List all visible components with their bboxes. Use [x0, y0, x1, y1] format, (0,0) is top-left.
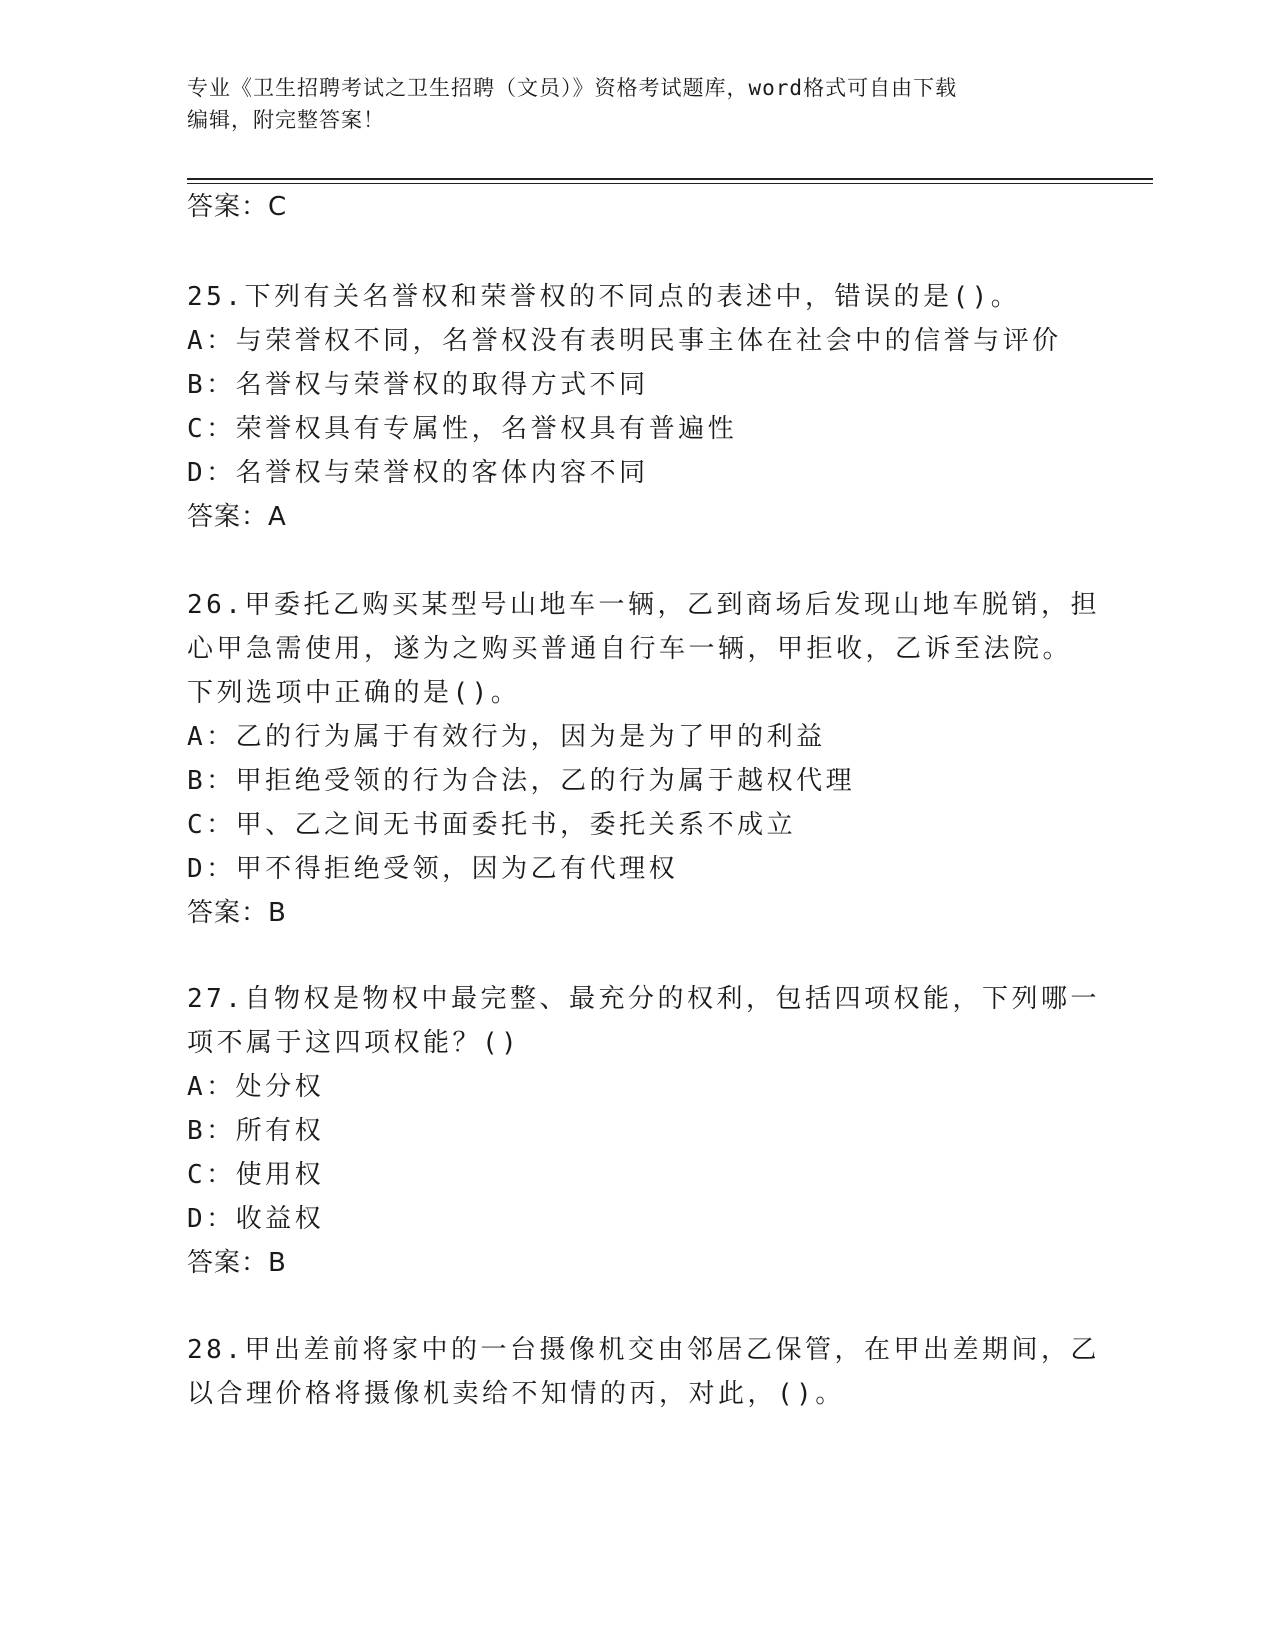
- question-26-option-a: A：乙的行为属于有效行为，因为是为了甲的利益: [187, 722, 826, 752]
- question-27-answer: 答案：B: [187, 1248, 287, 1278]
- question-28-stem-line-1: 28.甲出差前将家中的一台摄像机交由邻居乙保管，在甲出差期间，乙: [187, 1335, 1100, 1365]
- header-divider-thick: [187, 178, 1153, 180]
- question-27-option-d: D：收益权: [187, 1204, 325, 1234]
- header-line-2: 编辑，附完整答案！: [187, 108, 385, 132]
- question-25-option-b: B：名誉权与荣誉权的取得方式不同: [187, 370, 649, 400]
- question-27-option-c: C：使用权: [187, 1160, 325, 1190]
- question-26-option-c: C：甲、乙之间无书面委托书，委托关系不成立: [187, 810, 797, 840]
- question-26-stem-line-2: 心甲急需使用，遂为之购买普通自行车一辆，甲拒收，乙诉至法院。: [187, 634, 1073, 664]
- question-25-stem: 25.下列有关名誉权和荣誉权的不同点的表述中，错误的是()。: [187, 282, 1021, 312]
- question-27-option-a: A：处分权: [187, 1072, 325, 1102]
- header-line-1: 专业《卫生招聘考试之卫生招聘（文员）》资格考试题库，word格式可自由下载: [187, 76, 958, 100]
- question-26-option-d: D：甲不得拒绝受领，因为乙有代理权: [187, 854, 679, 884]
- question-25-option-a: A：与荣誉权不同，名誉权没有表明民事主体在社会中的信誉与评价: [187, 326, 1062, 356]
- question-25-option-c: C：荣誉权具有专属性，名誉权具有普遍性: [187, 414, 738, 444]
- question-26-option-b: B：甲拒绝受领的行为合法，乙的行为属于越权代理: [187, 766, 856, 796]
- question-27-stem-line-2: 项不属于这四项权能？(): [187, 1028, 521, 1058]
- question-27-option-b: B：所有权: [187, 1116, 325, 1146]
- document-header: [187, 72, 1087, 136]
- question-28-stem-line-2: 以合理价格将摄像机卖给不知情的丙，对此，()。: [187, 1379, 845, 1409]
- question-25-answer: 答案：A: [187, 502, 287, 532]
- question-26-stem-line-3: 下列选项中正确的是()。: [187, 678, 521, 708]
- previous-answer: 答案：C: [187, 192, 288, 222]
- question-26-answer: 答案：B: [187, 898, 287, 928]
- question-25-option-d: D：名誉权与荣誉权的客体内容不同: [187, 458, 649, 488]
- question-27-stem-line-1: 27.自物权是物权中最完整、最充分的权利，包括四项权能，下列哪一: [187, 984, 1100, 1014]
- header-divider-thin: [187, 183, 1153, 184]
- question-26-stem-line-1: 26.甲委托乙购买某型号山地车一辆，乙到商场后发现山地车脱销，担: [187, 590, 1100, 620]
